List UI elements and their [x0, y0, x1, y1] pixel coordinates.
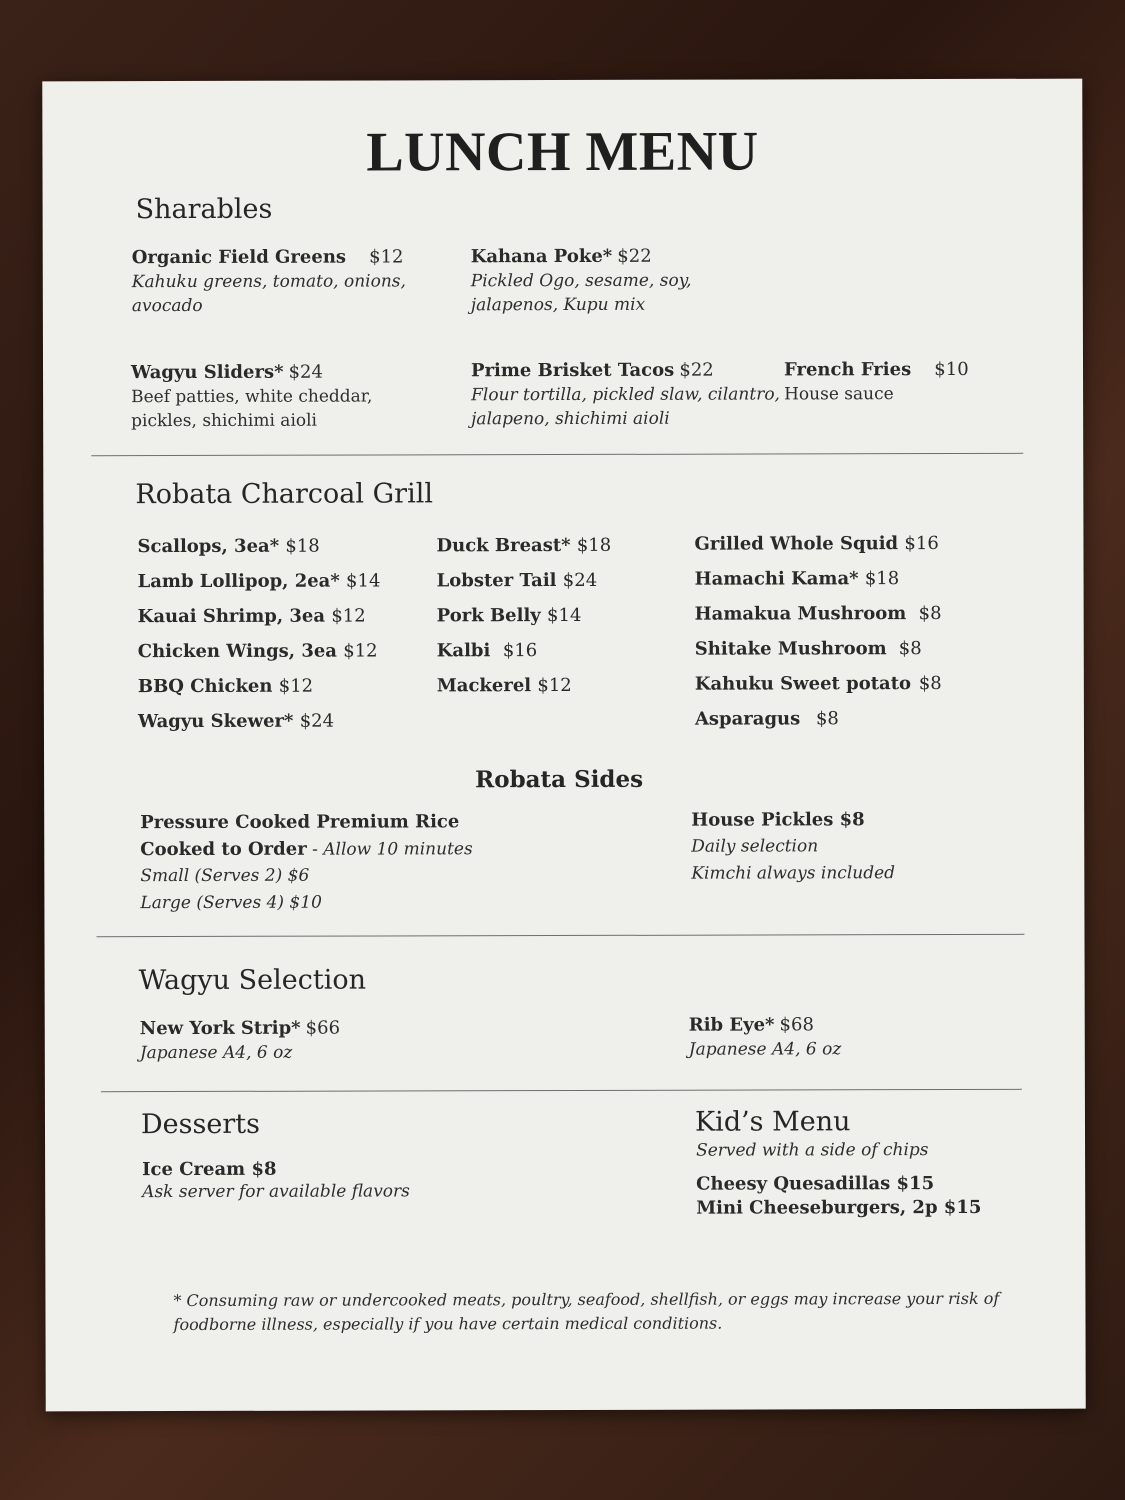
- section-heading-kids: Kid’s Menu: [694, 1106, 851, 1138]
- kids-item: Cheesy Quesadillas $15: [696, 1173, 935, 1195]
- item-name: Pressure Cooked Premium Rice: [140, 811, 460, 834]
- item-price: $18: [864, 568, 900, 590]
- grill-column-1: [137, 528, 380, 739]
- item-price: $24: [299, 710, 335, 732]
- item-description: Flour tortilla, pickled slaw, cilantro,: [471, 384, 780, 406]
- rice-note: Allow 10 minutes: [323, 839, 473, 860]
- grill-item: [695, 666, 955, 702]
- item-name: Prime Brisket Tacos: [470, 359, 675, 382]
- item-price: $8: [918, 673, 942, 695]
- item-name: Hamachi Kama*: [694, 568, 859, 590]
- item-description: avocado: [131, 295, 203, 317]
- section-heading-wagyu: Wagyu Selection: [138, 964, 367, 997]
- grill-item: [695, 631, 955, 667]
- grill-item: [138, 563, 381, 599]
- item-price: $8: [898, 638, 922, 660]
- grill-item: [137, 528, 380, 564]
- kids-subtitle: Served with a side of chips: [696, 1140, 929, 1161]
- section-heading-grill: Robata Charcoal Grill: [135, 478, 434, 511]
- item-description: Beef patties, white cheddar,: [131, 386, 373, 408]
- item-name: House Pickles $8: [691, 809, 865, 831]
- item-price: $16: [502, 640, 538, 662]
- item-description: jalapeno, shichimi aioli: [471, 408, 670, 430]
- item-name: Chicken Wings, 3ea: [137, 640, 337, 663]
- divider: [91, 453, 1023, 456]
- item-price: $22: [679, 359, 714, 381]
- divider: [96, 934, 1024, 937]
- rice-cooked-line: [140, 835, 472, 863]
- item-description: pickles, shichimi aioli: [131, 410, 318, 432]
- kids-item: Mini Cheeseburgers, 2p $15: [696, 1196, 982, 1219]
- item-price: $18: [285, 535, 320, 557]
- grill-column-3: [694, 526, 955, 737]
- item-description: Pickled Ogo, sesame, soy,: [470, 270, 692, 292]
- pickles-item: [691, 806, 895, 888]
- item-description: Daily selection: [691, 836, 819, 857]
- grill-item: [437, 563, 612, 598]
- item-name: Asparagus: [694, 708, 801, 730]
- rice-item: [140, 808, 473, 917]
- item-name: Wagyu Skewer*: [137, 710, 294, 733]
- menu-item: [689, 1013, 842, 1061]
- item-name: Shitake Mushroom: [694, 638, 887, 660]
- item-price: $22: [617, 245, 652, 267]
- item-price: $66: [305, 1017, 341, 1039]
- item-description: Japanese A4, 6 oz: [688, 1039, 842, 1060]
- item-description: Ask server for available flavors: [142, 1181, 410, 1203]
- item-name: New York Strip*: [139, 1017, 301, 1040]
- item-price: $68: [779, 1014, 814, 1036]
- rice-dash: -: [306, 839, 324, 860]
- disclaimer-line: foodborne illness, especially if you have certain medical conditions.: [173, 1313, 723, 1335]
- item-price: $8: [815, 708, 839, 730]
- item-description: House sauce: [784, 384, 894, 405]
- grill-item: [695, 561, 955, 597]
- item-price: $24: [562, 569, 598, 592]
- rice-cooked-label: Cooked to Order: [140, 838, 307, 861]
- item-description: jalapenos, Kupu mix: [470, 294, 646, 316]
- item-name: French Fries: [783, 359, 912, 381]
- item-price: $18: [576, 534, 612, 556]
- item-price: $8: [918, 603, 942, 625]
- item-name: Grilled Whole Squid: [694, 533, 899, 555]
- item-name: Hamakua Mushroom: [694, 603, 907, 625]
- item-name: Wagyu Sliders*: [130, 361, 284, 384]
- menu-item: [784, 358, 969, 406]
- grill-item: [138, 668, 381, 704]
- item-description: Japanese A4, 6 oz: [139, 1042, 293, 1064]
- item-price: $12: [369, 246, 404, 268]
- item-name: Duck Breast*: [436, 534, 571, 557]
- subsection-heading-sides: Robata Sides: [475, 765, 644, 794]
- grill-item: [436, 528, 611, 563]
- item-price: $12: [278, 675, 314, 697]
- item-description: Kimchi always included: [691, 863, 896, 884]
- item-name: Mackerel: [436, 675, 532, 697]
- item-name: Organic Field Greens: [131, 246, 347, 269]
- item-price: $10: [934, 358, 969, 381]
- grill-item: [695, 596, 955, 632]
- disclaimer-line: * Consuming raw or undercooked meats, poultry, seafood, shellfish, or eggs may increase your risk of: [173, 1288, 1000, 1311]
- menu-item: [140, 1017, 340, 1066]
- section-heading-sharables: Sharables: [135, 193, 273, 226]
- item-name: Lamb Lollipop, 2ea*: [137, 570, 340, 593]
- item-name: Kahuku Sweet potato: [694, 673, 912, 695]
- item-price: $12: [331, 605, 366, 627]
- item-name: Kahana Poke*: [470, 245, 613, 268]
- item-price: $14: [345, 570, 381, 592]
- rice-option-large: Large (Serves 4) $10: [140, 892, 322, 914]
- item-name: BBQ Chicken: [137, 675, 273, 698]
- divider: [101, 1089, 1022, 1092]
- grill-item: [437, 633, 612, 668]
- menu-item: [131, 361, 373, 434]
- item-name: Lobster Tail: [436, 570, 557, 592]
- rice-option-small: Small (Serves 2) $6: [140, 865, 310, 887]
- item-name: Kalbi: [436, 640, 491, 662]
- grill-item: [695, 701, 955, 737]
- grill-item: [694, 526, 954, 562]
- item-price: $12: [537, 674, 572, 697]
- disclaimer: [173, 1287, 999, 1337]
- page-title: LUNCH MENU: [366, 120, 759, 184]
- kids-items: [696, 1172, 981, 1221]
- grill-item: [138, 598, 381, 634]
- section-heading-desserts: Desserts: [140, 1108, 260, 1141]
- menu-item: [132, 245, 406, 318]
- item-name: Ice Cream $8: [142, 1158, 277, 1181]
- item-price: $12: [343, 640, 378, 662]
- menu-item: [471, 358, 780, 431]
- item-name: Pork Belly: [436, 605, 541, 627]
- grill-item: [138, 633, 381, 669]
- item-name: Kauai Shrimp, 3ea: [137, 605, 326, 628]
- grill-item: [437, 668, 612, 703]
- item-price: $24: [288, 361, 323, 383]
- grill-item: [138, 703, 381, 739]
- item-description: Kahuku greens, tomato, onions,: [131, 271, 406, 293]
- grill-item: [437, 598, 612, 633]
- item-name: Scallops, 3ea*: [137, 535, 280, 558]
- item-price: $16: [904, 533, 939, 555]
- item-price: $14: [547, 604, 582, 627]
- menu-item: [471, 245, 692, 318]
- grill-column-2: [436, 528, 611, 703]
- item-name: Rib Eye*: [688, 1014, 775, 1036]
- dessert-item: [142, 1158, 410, 1204]
- menu-sheet: [42, 79, 1085, 1412]
